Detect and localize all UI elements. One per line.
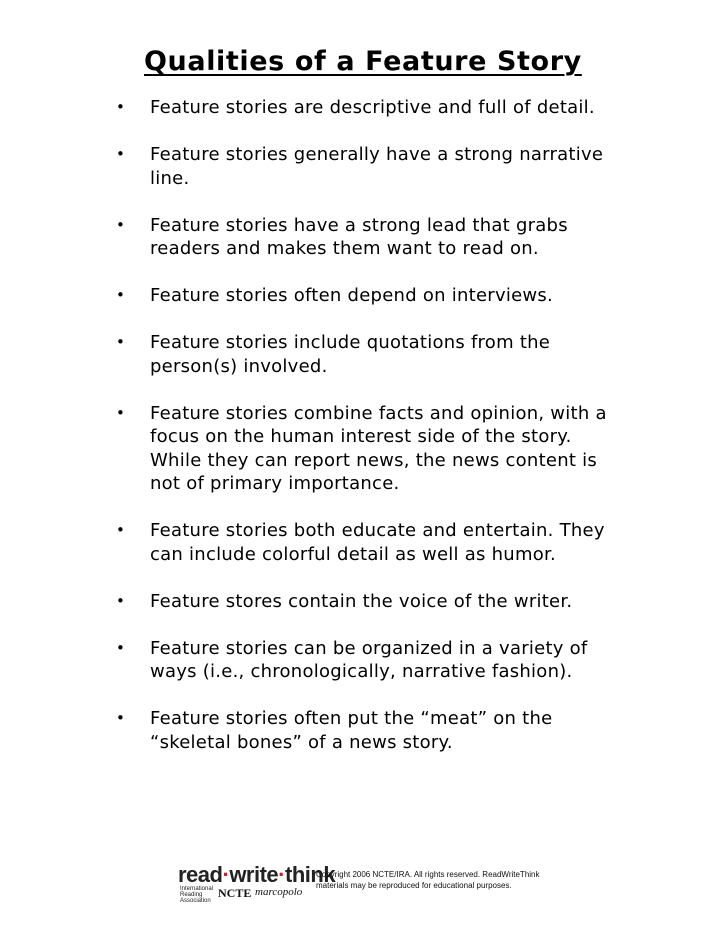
list-item-text: Feature stores contain the voice of the writer.: [150, 590, 573, 612]
list-item-text: Feature stories often depend on interviews.: [150, 285, 553, 306]
readwritethink-logo: read·write·think International Reading Association NCTE marcopolo: [178, 862, 336, 904]
bullet-icon: •: [116, 591, 126, 610]
bullet-icon: •: [116, 286, 126, 304]
list-item: [108, 590, 628, 614]
list-item: [108, 519, 628, 566]
list-item-text: Feature stories generally have a strong narrative line.: [150, 144, 604, 189]
bullet-icon: •: [116, 215, 126, 234]
list-item-text: Feature stories both educate and entertain. They can include colorful detail as well as humor.: [150, 520, 605, 565]
bullet-icon: •: [116, 145, 126, 163]
list-item: [108, 402, 628, 496]
bullet-icon: •: [116, 638, 126, 657]
list-item: [108, 637, 628, 684]
page-title: Qualities of a Feature Story: [144, 46, 582, 77]
list-item-text: Feature stories often put the “meat” on the “skeletal bones” of a news story.: [150, 708, 553, 753]
list-item-text: Feature stories have a strong lead that grabs readers and makes them want to read on.: [150, 214, 568, 259]
bullet-icon: •: [116, 521, 126, 539]
list-item-text: Feature stories include quotations from the person(s) involved.: [150, 332, 551, 377]
list-item: [108, 331, 628, 378]
bullet-icon: •: [116, 709, 126, 727]
list-item-text: Feature stories combine facts and opinion, with a focus on the human interest side of the story. While they can report news, the news content is not of primary importance.: [150, 402, 607, 494]
bullet-icon: •: [116, 403, 126, 422]
copyright-notice: Copyright 2006 NCTE/IRA. All rights reserved. ReadWriteThink materials may be reproduced for educational purposes.: [316, 870, 540, 890]
list-item: [108, 284, 628, 308]
list-item: [108, 143, 628, 190]
list-item-text: Feature stories are descriptive and full of detail.: [150, 97, 595, 118]
list-item-text: Feature stories can be organized in a variety of ways (i.e., chronologically, narrative fashion).: [150, 637, 588, 682]
list-item: [108, 707, 628, 754]
list-item: [108, 96, 628, 120]
list-item: [108, 214, 628, 261]
bullet-icon: •: [116, 98, 126, 116]
bullet-icon: •: [116, 333, 126, 351]
feature-qualities-list: [108, 96, 628, 778]
